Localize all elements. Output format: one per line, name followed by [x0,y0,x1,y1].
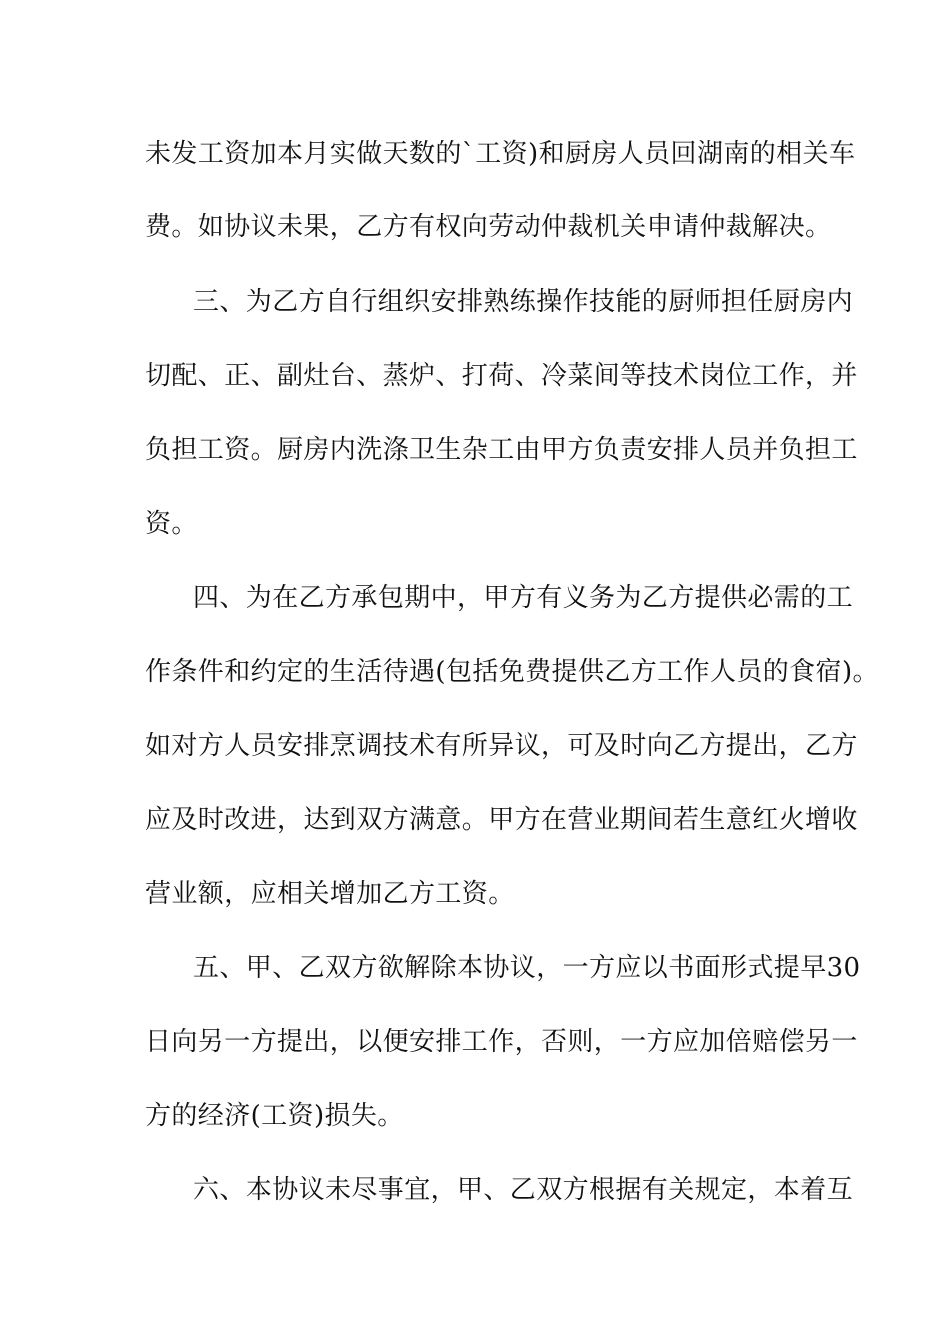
paragraph-6-start: 六、本协议未尽事宜，甲、乙双方根据有关规定，本着互 [193,1175,854,1205]
paragraph-5-start: 五、甲、乙双方欲解除本协议，一方应以书面形式提早30 [193,953,861,983]
text-line: 未发工资加本月实做天数的`工资)和厨房人员回湖南的相关车 [145,139,856,169]
paragraph-3-start: 三、为乙方自行组织安排熟练操作技能的厨师担任厨房内 [193,287,854,317]
text-line: 资。 [145,509,198,539]
text-line: 营业额，应相关增加乙方工资。 [145,879,515,909]
text-line: 负担工资。厨房内洗涤卫生杂工由甲方负责安排人员并负担工 [145,435,858,465]
text-line: 如对方人员安排烹调技术有所异议，可及时向乙方提出，乙方 [145,731,858,761]
text-line: 费。如协议未果，乙方有权向劳动仲裁机关申请仲裁解决。 [145,212,832,242]
text-line: 方的经济(工资)损失。 [145,1101,404,1131]
text-line: 作条件和约定的生活待遇(包括免费提供乙方工作人员的食宿)。 [145,657,879,687]
paragraph-4-start: 四、为在乙方承包期中，甲方有义务为乙方提供必需的工 [193,583,854,613]
text-line: 应及时改进，达到双方满意。甲方在营业期间若生意红火增收 [145,805,858,835]
text-line: 日向另一方提出，以便安排工作，否则，一方应加倍赔偿另一 [145,1027,858,1057]
text-line: 切配、正、副灶台、蒸炉、打荷、冷菜间等技术岗位工作，并 [145,361,858,391]
